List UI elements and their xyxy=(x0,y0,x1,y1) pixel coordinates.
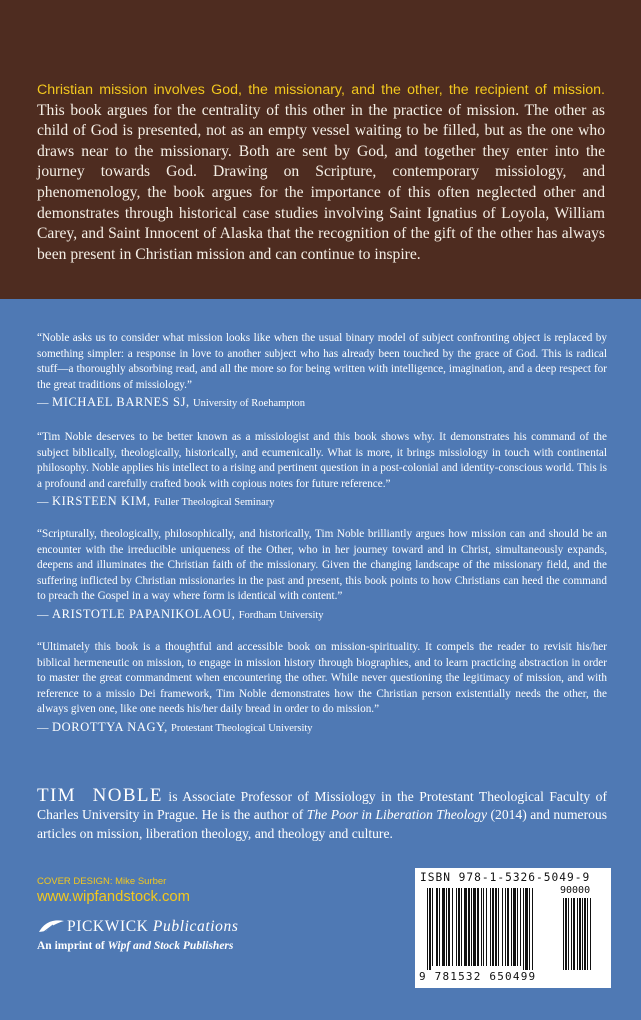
barcode-addon-bar xyxy=(568,898,569,970)
endorser-name: ARISTOTLE PAPANIKOLAOU, xyxy=(52,606,236,621)
author-bio-text: is Associate Professor of Missiology in the Protestant Theological Faculty of Charles University in Prague. He is the author of xyxy=(37,789,607,823)
barcode-bar xyxy=(507,888,509,966)
attribution-dash: — xyxy=(37,721,49,734)
barcode-bar xyxy=(495,888,497,966)
endorsement-quote: “Tim Noble deserves to be better known as a missiologist and this book shows why. It demonstrates his command of the subject biblically, theologically, historically, and ecumenically. What is more, it brings missiology in touch with continental philosophy. Noble applies his intellect to a rising and pertinent question in a post-colonial and identity-conscious world. This is a profound and carefully crafted book with copious notes for future reference.” xyxy=(37,431,607,490)
endorser-affiliation: Fuller Theological Seminary xyxy=(153,497,275,508)
barcode-bar xyxy=(502,888,503,966)
endorsement-attribution xyxy=(37,395,607,412)
endorser-name: DOROTTYA NAGY, xyxy=(52,719,168,734)
barcode-bar xyxy=(477,888,479,966)
description-body: This book argues for the centrality of this other in the practice of mission. The other as child of God is presented, not as an empty vessel waiting to be filled, but as the one who draws near to the missionary. Both are sent by God, and together they enter into the journey towards God. Drawing on Scripture, contemporary missiology, and phenomenology, the book argues for the importance of this often neglected other and demonstrates through historical case studies involving Saint Ignatius of Loyola, William Carey, and Saint Innocent of Alaska that the recognition of the gift of the other has always been present in Christian mission and can continue to inspire. xyxy=(37,101,605,263)
barcode-bar xyxy=(436,888,438,966)
barcode-bar xyxy=(461,888,462,966)
author-name xyxy=(37,785,163,806)
endorser-name: KIRSTEEN KIM, xyxy=(52,494,151,508)
barcode-bar xyxy=(473,888,476,966)
barcode-bar xyxy=(517,888,518,966)
endorsement-quote: “Scripturally, theologically, philosophically, and historically, Tim Noble brilliantly argues how mission can and should be an encounter with the irreducible uniqueness of the Other, who in her journey toward and in Christ, simultaneously expands, deepens and illuminates the Christian faith of the missionary. Given the changing landscape of the missionary field, and the suffering inflicted by Christian missionaries in the past and present, this book points to how Christians can heed the command to preach the Gospel in a way where form is identical with content.” xyxy=(37,528,607,602)
endorser-affiliation: University of Roehampton xyxy=(192,398,305,409)
barcode-bar xyxy=(532,888,533,970)
barcode-bar xyxy=(529,888,530,970)
barcode-bar xyxy=(439,888,440,966)
ean-number: 9 781532 650499 xyxy=(419,970,537,983)
attribution-dash: — xyxy=(37,608,49,621)
feather-logo-icon xyxy=(37,917,67,937)
imprint-prefix: An imprint of xyxy=(37,940,108,952)
imprint-name: Wipf and Stock Publishers xyxy=(107,940,234,952)
imprint-line xyxy=(37,940,233,952)
publisher-name-italic: Publications xyxy=(152,918,239,935)
barcode-bar xyxy=(486,888,487,966)
barcode-bar xyxy=(505,888,506,966)
barcode-bar xyxy=(498,888,499,966)
barcode-addon-bar xyxy=(573,898,575,970)
publisher-logo xyxy=(37,917,287,937)
barcode-addon-bar xyxy=(579,898,581,970)
publisher-name-main: PICKWICK xyxy=(67,918,149,935)
barcode-addon-bar xyxy=(577,898,578,970)
endorsement-attribution xyxy=(37,720,607,737)
barcode-addon-bar xyxy=(582,898,583,970)
endorser-affiliation: Fordham University xyxy=(238,609,324,621)
barcode-addon-bar xyxy=(565,898,567,970)
author-last-name: NOBLE xyxy=(92,785,163,806)
endorsement-quote: “Ultimately this book is a thoughtful and accessible book on mission-spirituality. It compels the reader to revisit his/her biblical hermeneutic on mission, to engage in mission history through biographies, and to learn practicing abstraction in order to master the great commandment when encountering the other. While never questioning the legitimacy of mission, and with reference to a missio Dei framework, Tim Noble demonstrates how the Christian person existentially needs the other, the always given one, like one needs his/her daily bread in order to do mission.” xyxy=(37,641,607,715)
barcode-bar xyxy=(513,888,516,966)
attribution-dash: — xyxy=(37,397,49,409)
endorsement xyxy=(37,430,607,511)
barcode-bar xyxy=(481,888,482,966)
barcode-bar xyxy=(432,888,433,966)
barcode-bar xyxy=(427,888,428,970)
barcode-bar xyxy=(429,888,431,970)
barcode-bar xyxy=(492,888,494,966)
cover-design-credit: COVER DESIGN: Mike Surber xyxy=(37,876,167,887)
publisher-name xyxy=(67,918,238,936)
author-bio xyxy=(37,787,607,843)
barcode-addon-bar xyxy=(587,898,588,970)
endorsement xyxy=(37,527,607,623)
barcode-bar xyxy=(448,888,450,966)
author-first-name: TIM xyxy=(37,785,77,806)
barcode-bar xyxy=(490,888,491,966)
barcode-addon-bar xyxy=(571,898,572,970)
author-book-title: The Poor in Liberation Theology xyxy=(306,807,487,823)
barcode-bar xyxy=(452,888,453,966)
barcode-addon-bar xyxy=(584,898,586,970)
publisher-website: www.wipfandstock.com xyxy=(37,889,190,905)
endorsement-attribution xyxy=(37,494,607,511)
book-description xyxy=(37,80,605,265)
barcode-bar xyxy=(523,888,524,970)
barcode-bar xyxy=(525,888,528,970)
endorser-affiliation: Protestant Theological University xyxy=(171,722,313,734)
barcode-bar xyxy=(520,888,521,966)
description-lead: Christian mission involves God, the missionary, and the other, the recipient of mission. xyxy=(37,82,605,98)
barcode-addon-bar xyxy=(563,898,564,970)
barcode-bar xyxy=(458,888,460,966)
barcode-bar xyxy=(456,888,457,966)
isbn-text: ISBN 978-1-5326-5049-9 xyxy=(420,871,591,884)
endorsement xyxy=(37,331,607,412)
barcode-bar xyxy=(511,888,512,966)
barcode-bar xyxy=(442,888,445,966)
endorsement-quote: “Noble asks us to consider what mission looks like when the usual binary model of subject confronting object is replaced by something simpler: a response in love to another subject who has already been touched by the grace of God. This is radical stuff—a thoroughly absorbing read, and all the more so for being written with intelligence, imagination, and a deep respect for the great traditions of missiology.” xyxy=(37,332,607,391)
barcode-bar xyxy=(471,888,472,966)
price-code: 90000 xyxy=(560,885,591,896)
barcode-bar xyxy=(464,888,467,966)
endorsement xyxy=(37,640,607,736)
barcode-bar xyxy=(468,888,470,966)
endorser-name: MICHAEL BARNES SJ, xyxy=(52,395,190,409)
barcode-box xyxy=(415,868,611,988)
attribution-dash: — xyxy=(37,496,49,508)
barcode-bar xyxy=(483,888,484,966)
endorsement-attribution xyxy=(37,607,607,624)
barcode-bar xyxy=(446,888,447,966)
barcode-addon-bar xyxy=(590,898,591,970)
author-bio-text-end: (2014) and numerous articles on mission, liberation theology, and theology and culture. xyxy=(37,807,607,841)
